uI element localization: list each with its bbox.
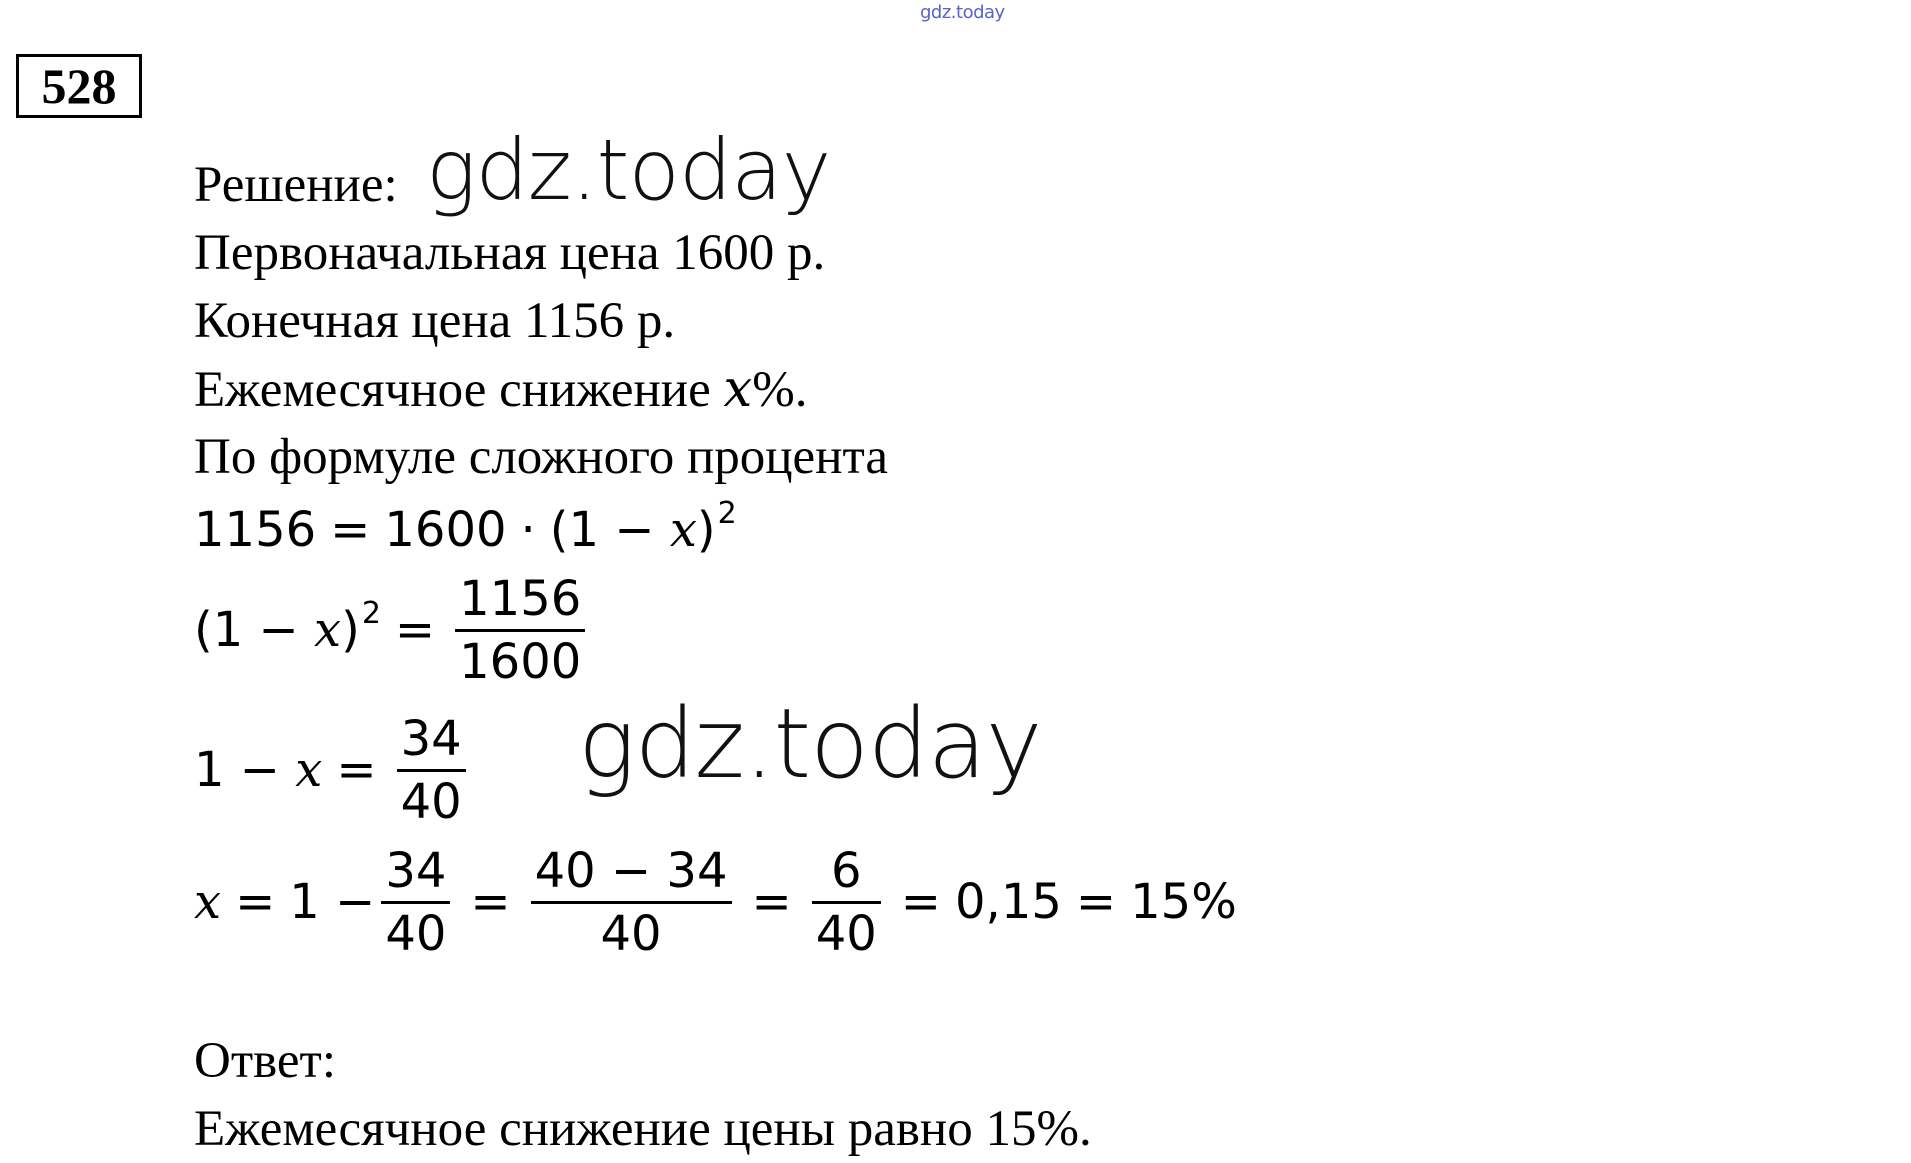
initial-price-line: Первоначальная цена 1600 р. [194, 225, 826, 281]
final-price-line: Конечная цена 1156 р. [194, 293, 676, 349]
eq3-fraction [397, 710, 466, 830]
eq4-equals-2: = [470, 874, 511, 930]
eq4-equals-3: = [751, 874, 792, 930]
eq4-percent: 15% [1130, 874, 1237, 930]
eq4-f2-denominator: 40 [600, 905, 662, 962]
eq4-f3-numerator: 6 [830, 842, 862, 899]
eq4-decimal: 0,15 [955, 874, 1062, 930]
eq1-equals: = [330, 502, 371, 558]
eq3-lhs: 1 − [194, 742, 281, 798]
eq1-lhs: 1156 [194, 502, 317, 558]
eq4-equals-1: = [235, 874, 276, 930]
eq1-dot: · [520, 502, 536, 558]
eq2-equals: = [394, 602, 436, 658]
eq2-fraction [455, 570, 585, 690]
eq3-denominator: 40 [400, 773, 462, 830]
watermark-top: gdz.today [920, 2, 1005, 23]
equation-1 [194, 496, 737, 560]
answer-text: Ежемесячное снижение цены равно 15%. [194, 1101, 1092, 1157]
watermark-1: gdz.today [426, 121, 831, 219]
watermark-2: gdz.today [578, 688, 1042, 800]
eq4-f1-denominator: 40 [385, 905, 447, 962]
monthly-drop-variable: x [723, 360, 753, 419]
answer-label: Ответ: [194, 1033, 336, 1089]
eq1-x: x [669, 502, 697, 558]
eq1-coefficient: 1600 [384, 502, 507, 558]
eq4-f2-numerator: 40 − 34 [534, 842, 728, 899]
eq4-equals-5: = [1075, 874, 1117, 930]
eq4-fraction-3 [812, 842, 881, 962]
formula-intro-line: По формуле сложного процента [194, 429, 889, 485]
solution-label: Решение: [194, 157, 398, 213]
eq1-exponent: 2 [717, 496, 737, 531]
equation-3 [194, 700, 472, 840]
eq2-exponent: 2 [361, 596, 381, 631]
monthly-drop-line [194, 360, 808, 419]
monthly-drop-suffix: %. [752, 362, 808, 418]
eq3-numerator: 34 [400, 710, 462, 767]
problem-number: 528 [16, 54, 142, 118]
eq3-equals: = [336, 742, 377, 798]
eq4-f1-numerator: 34 [385, 842, 447, 899]
eq2-x: x [314, 602, 342, 658]
eq4-fraction-2 [531, 842, 732, 962]
equation-2 [194, 560, 591, 700]
equation-4 [194, 832, 1237, 972]
eq3-x: x [295, 742, 323, 798]
eq4-one-minus: 1 − [289, 874, 376, 930]
eq4-x: x [194, 874, 222, 930]
eq2-denominator: 1600 [459, 633, 582, 690]
monthly-drop-prefix: Ежемесячное снижение [194, 362, 724, 418]
eq1-paren-open: (1 − [549, 502, 655, 558]
eq2-paren-open: (1 − [194, 602, 299, 658]
eq4-f3-denominator: 40 [815, 905, 877, 962]
eq2-paren-close: ) [341, 602, 360, 658]
eq4-equals-4: = [900, 874, 942, 930]
eq2-numerator: 1156 [459, 570, 582, 627]
eq1-paren-close: ) [696, 502, 716, 558]
eq4-fraction-1 [381, 842, 450, 962]
